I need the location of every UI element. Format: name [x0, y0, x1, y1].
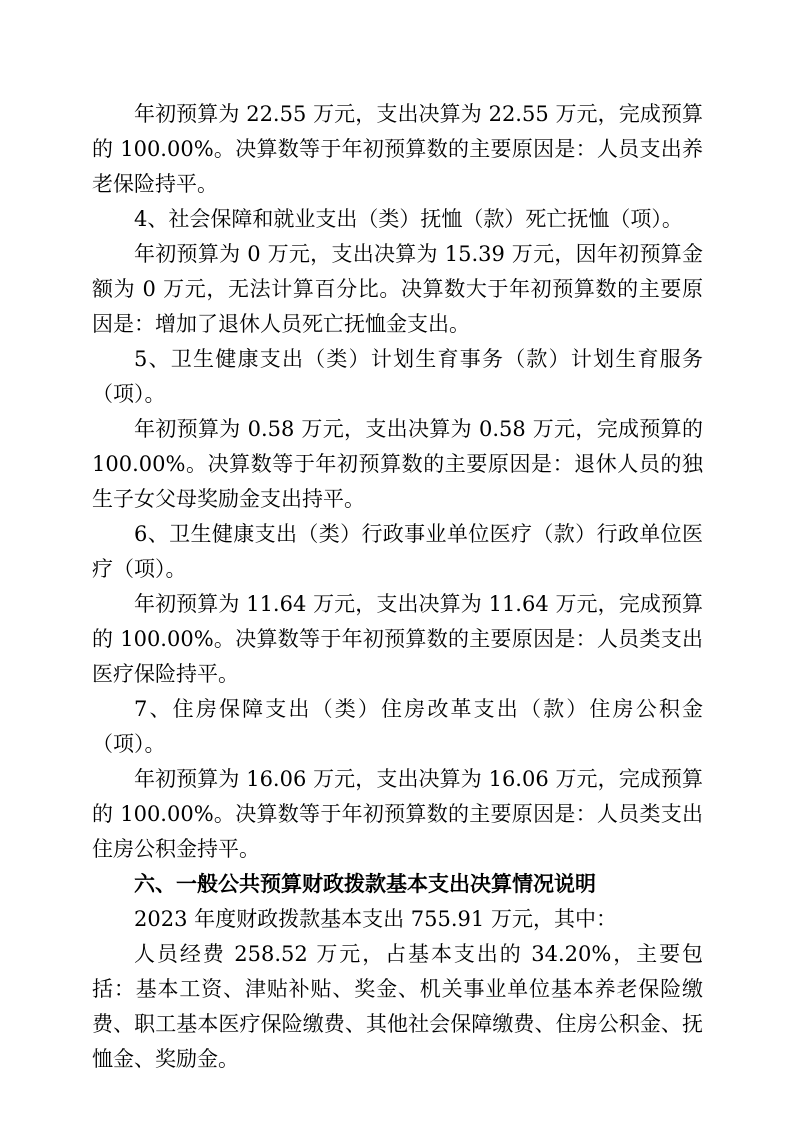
document-paragraph: 5、卫生健康支出（类）计划生育事务（款）计划生育服务（项）。 [92, 347, 703, 406]
document-paragraph: 年初预算为 0 万元，支出决算为 15.39 万元，因年初预算金额为 0 万元，无法计算百分比。决算数大于年初预算数的主要原因是：增加了退休人员死亡抚恤金支出。 [92, 242, 703, 336]
document-paragraph: 6、卫生健康支出（类）行政事业单位医疗（款）行政单位医疗（项）。 [92, 522, 703, 581]
document-paragraph: 人员经费 258.52 万元，占基本支出的 34.20%，主要包括：基本工资、津贴补贴、奖金、机关事业单位基本养老保险缴费、职工基本医疗保险缴费、其他社会保障缴费、住房公积金、抚恤金、奖励金。 [92, 942, 703, 1071]
document-paragraph: 4、社会保障和就业支出（类）抚恤（款）死亡抚恤（项）。 [134, 207, 683, 231]
document-paragraph: 年初预算为 0.58 万元，支出决算为 0.58 万元，完成预算的 100.00%。决算数等于年初预算数的主要原因是：退休人员的独生子女父母奖励金支出持平。 [92, 417, 703, 511]
document-paragraph: 2023 年度财政拨款基本支出 755.91 万元，其中： [134, 907, 617, 931]
document-paragraph: 7、住房保障支出（类）住房改革支出（款）住房公积金（项）。 [92, 697, 703, 756]
document-paragraph: 年初预算为 16.06 万元，支出决算为 16.06 万元，完成预算的 100.00%。决算数等于年初预算数的主要原因是：人员类支出住房公积金持平。 [92, 767, 703, 861]
document-paragraph: 年初预算为 22.55 万元，支出决算为 22.55 万元，完成预算的 100.00%。决算数等于年初预算数的主要原因是：人员支出养老保险持平。 [92, 102, 703, 196]
section-heading: 六、一般公共预算财政拨款基本支出决算情况说明 [134, 872, 596, 896]
document-paragraph: 年初预算为 11.64 万元，支出决算为 11.64 万元，完成预算的 100.00%。决算数等于年初预算数的主要原因是：人员类支出医疗保险持平。 [92, 592, 703, 686]
